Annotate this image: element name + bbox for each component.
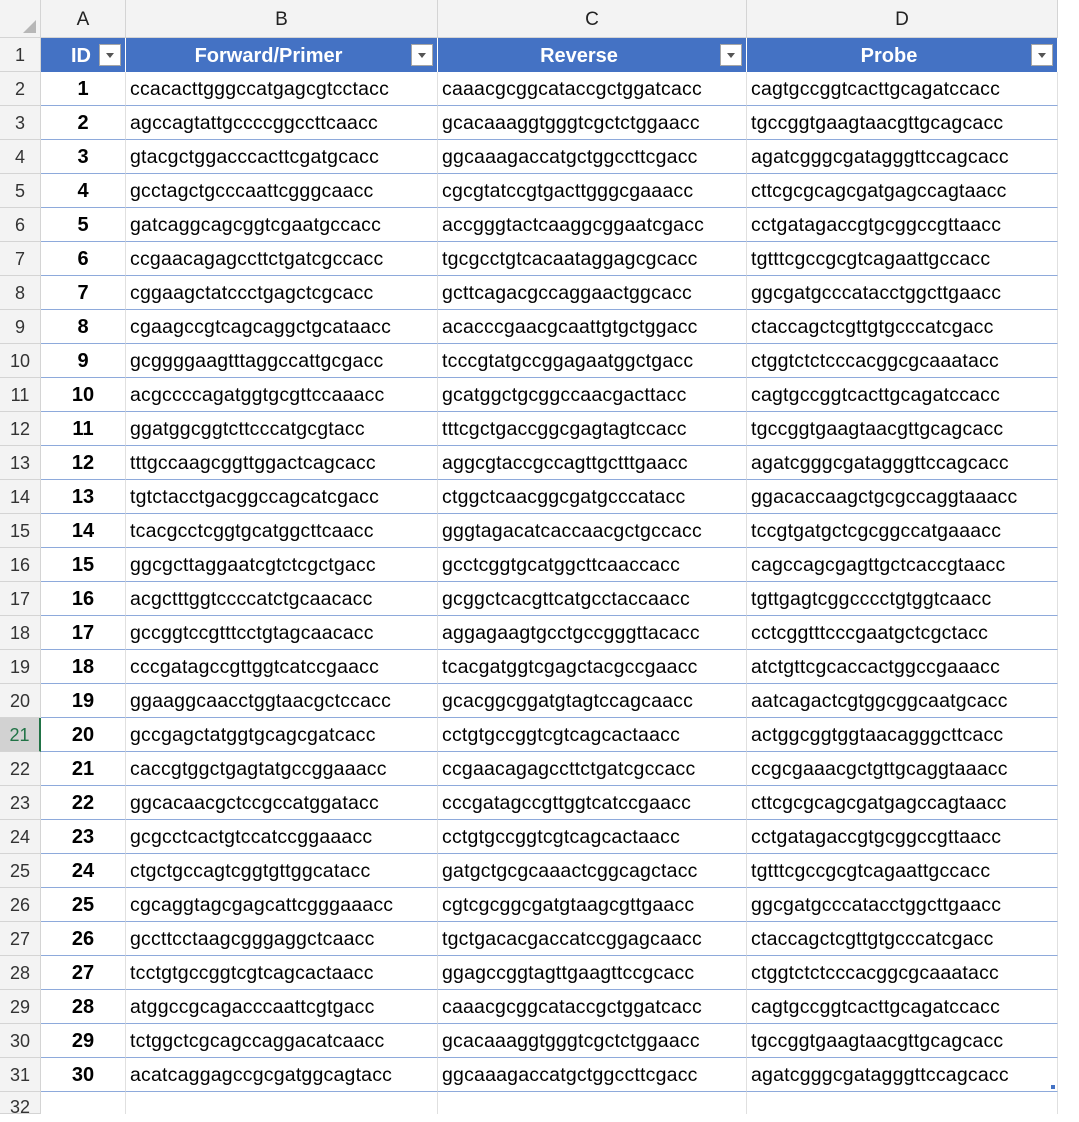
row-header[interactable]: 25 (0, 854, 41, 888)
row-header[interactable]: 11 (0, 378, 41, 412)
id-cell[interactable]: 13 (41, 480, 126, 514)
id-cell[interactable]: 15 (41, 548, 126, 582)
empty-cell[interactable] (126, 1092, 438, 1114)
forward-primer-cell[interactable]: ctgctgccagtcggtgttggcatacc (126, 854, 438, 888)
row-header[interactable]: 31 (0, 1058, 41, 1092)
probe-cell[interactable]: tgtttcgccgcgtcagaattgccacc (747, 854, 1058, 888)
row-header[interactable]: 10 (0, 344, 41, 378)
probe-cell[interactable]: agatcgggcgatagggttccagcacc (747, 140, 1058, 174)
forward-primer-cell[interactable]: ccgaacagagccttctgatcgccacc (126, 242, 438, 276)
forward-primer-cell[interactable]: tttgccaagcggttggactcagcacc (126, 446, 438, 480)
reverse-cell[interactable]: gcctcggtgcatggcttcaaccacc (438, 548, 747, 582)
filter-dropdown-icon[interactable] (720, 44, 742, 66)
id-cell[interactable]: 30 (41, 1058, 126, 1092)
table-header-label: Forward/Primer (194, 45, 343, 67)
probe-cell[interactable]: cctgatagaccgtgcggccgttaacc (747, 820, 1058, 854)
table-header-id[interactable] (41, 38, 126, 72)
reverse-cell[interactable]: gatgctgcgcaaactcggcagctacc (438, 854, 747, 888)
forward-primer-cell[interactable]: gcctagctgcccaattcgggcaacc (126, 174, 438, 208)
id-cell[interactable]: 24 (41, 854, 126, 888)
column-header-a[interactable]: A (41, 0, 126, 38)
row-header[interactable]: 22 (0, 752, 41, 786)
reverse-cell[interactable]: gcacaaaggtgggtcgctctggaacc (438, 106, 747, 140)
reverse-cell[interactable]: aggagaagtgcctgccgggttacacc (438, 616, 747, 650)
forward-primer-cell[interactable]: acgctttggtccccatctgcaacacc (126, 582, 438, 616)
empty-cell[interactable] (438, 1092, 747, 1114)
forward-primer-cell[interactable]: atggccgcagacccaattcgtgacc (126, 990, 438, 1024)
reverse-cell[interactable]: cgtcgcggcgatgtaagcgttgaacc (438, 888, 747, 922)
forward-primer-cell[interactable]: cccgatagccgttggtcatccgaacc (126, 650, 438, 684)
reverse-cell[interactable]: ggagccggtagttgaagttccgcacc (438, 956, 747, 990)
id-cell[interactable]: 5 (41, 208, 126, 242)
forward-primer-cell[interactable]: gcggggaagtttaggccattgcgacc (126, 344, 438, 378)
probe-cell[interactable]: cagtgccggtcacttgcagatccacc (747, 378, 1058, 412)
row-header[interactable]: 20 (0, 684, 41, 718)
probe-cell[interactable]: cagtgccggtcacttgcagatccacc (747, 990, 1058, 1024)
select-all-icon (23, 20, 36, 33)
reverse-cell[interactable]: caaacgcggcataccgctggatcacc (438, 990, 747, 1024)
table-header-forward-primer[interactable] (126, 38, 438, 72)
probe-cell[interactable]: ctggtctctcccacggcgcaaatacc (747, 956, 1058, 990)
reverse-cell[interactable]: cccgatagccgttggtcatccgaacc (438, 786, 747, 820)
row-header[interactable]: 14 (0, 480, 41, 514)
row-header[interactable]: 5 (0, 174, 41, 208)
reverse-cell[interactable]: cgcgtatccgtgacttgggcgaaacc (438, 174, 747, 208)
reverse-cell[interactable]: gggtagacatcaccaacgctgccacc (438, 514, 747, 548)
probe-cell[interactable]: tgccggtgaagtaacgttgcagcacc (747, 1024, 1058, 1058)
forward-primer-cell[interactable]: agccagtattgccccggccttcaacc (126, 106, 438, 140)
row-header[interactable]: 28 (0, 956, 41, 990)
probe-cell[interactable]: tgttgagtcggcccctgtggtcaacc (747, 582, 1058, 616)
reverse-cell[interactable]: gcttcagacgccaggaactggcacc (438, 276, 747, 310)
table-header-label: Reverse (540, 45, 618, 67)
reverse-cell[interactable]: tttcgctgaccggcgagtagtccacc (438, 412, 747, 446)
id-cell[interactable]: 12 (41, 446, 126, 480)
row-header[interactable]: 8 (0, 276, 41, 310)
id-cell[interactable]: 28 (41, 990, 126, 1024)
reverse-cell[interactable]: tcacgatggtcgagctacgccgaacc (438, 650, 747, 684)
row-header[interactable]: 23 (0, 786, 41, 820)
id-cell[interactable]: 23 (41, 820, 126, 854)
table-header-label: ID (71, 45, 91, 67)
forward-primer-cell[interactable]: cgaagccgtcagcaggctgcataacc (126, 310, 438, 344)
row-header[interactable]: 21 (0, 718, 41, 752)
column-header-c[interactable]: C (438, 0, 747, 38)
forward-primer-cell[interactable]: ccacacttgggccatgagcgtcctacc (126, 72, 438, 106)
select-all-corner[interactable] (0, 0, 41, 38)
id-cell[interactable]: 14 (41, 514, 126, 548)
row-header[interactable]: 19 (0, 650, 41, 684)
id-cell[interactable]: 10 (41, 378, 126, 412)
row-header[interactable]: 32 (0, 1092, 41, 1114)
forward-primer-cell[interactable]: ggcgcttaggaatcgtctcgctgacc (126, 548, 438, 582)
id-cell[interactable]: 1 (41, 72, 126, 106)
row-header[interactable]: 13 (0, 446, 41, 480)
id-cell[interactable]: 17 (41, 616, 126, 650)
id-cell[interactable]: 29 (41, 1024, 126, 1058)
forward-primer-cell[interactable]: acgccccagatggtgcgttccaaacc (126, 378, 438, 412)
forward-primer-cell[interactable]: gatcaggcagcggtcgaatgccacc (126, 208, 438, 242)
row-header[interactable]: 2 (0, 72, 41, 106)
column-header-b[interactable]: B (126, 0, 438, 38)
row-header[interactable]: 26 (0, 888, 41, 922)
id-cell[interactable]: 9 (41, 344, 126, 378)
row-header[interactable]: 12 (0, 412, 41, 446)
id-cell[interactable]: 19 (41, 684, 126, 718)
forward-primer-cell[interactable]: ggaaggcaacctggtaacgctccacc (126, 684, 438, 718)
forward-primer-cell[interactable]: gtacgctggacccacttcgatgcacc (126, 140, 438, 174)
table-header-probe[interactable] (747, 38, 1058, 72)
id-cell[interactable]: 4 (41, 174, 126, 208)
probe-cell[interactable]: cctcggtttcccgaatgctcgctacc (747, 616, 1058, 650)
row-header[interactable]: 17 (0, 582, 41, 616)
probe-cell[interactable]: ggcgatgcccatacctggcttgaacc (747, 888, 1058, 922)
reverse-cell[interactable]: cctgtgccggtcgtcagcactaacc (438, 718, 747, 752)
id-cell[interactable]: 22 (41, 786, 126, 820)
reverse-cell[interactable]: acacccgaacgcaattgtgctggacc (438, 310, 747, 344)
probe-cell[interactable]: tccgtgatgctcgcggccatgaaacc (747, 514, 1058, 548)
probe-cell[interactable]: ggacaccaagctgcgccaggtaaacc (747, 480, 1058, 514)
probe-cell[interactable]: cagccagcgagttgctcaccgtaacc (747, 548, 1058, 582)
row-header[interactable]: 27 (0, 922, 41, 956)
forward-primer-cell[interactable]: tctggctcgcagccaggacatcaacc (126, 1024, 438, 1058)
probe-cell[interactable]: ctggtctctcccacggcgcaaatacc (747, 344, 1058, 378)
row-header[interactable]: 7 (0, 242, 41, 276)
reverse-cell[interactable]: ggcaaagaccatgctggccttcgacc (438, 1058, 747, 1092)
row-header[interactable]: 4 (0, 140, 41, 174)
table-header-label: Probe (860, 45, 918, 67)
id-cell[interactable]: 11 (41, 412, 126, 446)
reverse-cell[interactable]: accgggtactcaaggcggaatcgacc (438, 208, 747, 242)
reverse-cell[interactable]: ccgaacagagccttctgatcgccacc (438, 752, 747, 786)
probe-cell[interactable]: ctaccagctcgttgtgcccatcgacc (747, 922, 1058, 956)
filter-dropdown-icon[interactable] (99, 44, 121, 66)
id-cell[interactable]: 3 (41, 140, 126, 174)
id-cell[interactable]: 6 (41, 242, 126, 276)
forward-primer-cell[interactable]: tcctgtgccggtcgtcagcactaacc (126, 956, 438, 990)
forward-primer-cell[interactable]: gcgcctcactgtccatccggaaacc (126, 820, 438, 854)
forward-primer-cell[interactable]: ggatggcggtcttcccatgcgtacc (126, 412, 438, 446)
forward-primer-cell[interactable]: gccgagctatggtgcagcgatcacc (126, 718, 438, 752)
probe-cell[interactable]: ccgcgaaacgctgttgcaggtaaacc (747, 752, 1058, 786)
row-header[interactable]: 24 (0, 820, 41, 854)
row-header[interactable]: 3 (0, 106, 41, 140)
id-cell[interactable]: 27 (41, 956, 126, 990)
reverse-cell[interactable]: gcggctcacgttcatgcctaccaacc (438, 582, 747, 616)
reverse-cell[interactable]: tcccgtatgccggagaatggctgacc (438, 344, 747, 378)
reverse-cell[interactable]: gcacaaaggtgggtcgctctggaacc (438, 1024, 747, 1058)
probe-cell[interactable]: aatcagactcgtggcggcaatgcacc (747, 684, 1058, 718)
row-header[interactable]: 29 (0, 990, 41, 1024)
reverse-cell[interactable]: caaacgcggcataccgctggatcacc (438, 72, 747, 106)
table-header-reverse[interactable] (438, 38, 747, 72)
row-header[interactable]: 16 (0, 548, 41, 582)
forward-primer-cell[interactable]: cgcaggtagcgagcattcgggaaacc (126, 888, 438, 922)
probe-cell[interactable]: cagtgccggtcacttgcagatccacc (747, 72, 1058, 106)
reverse-cell[interactable]: ctggctcaacggcgatgcccatacc (438, 480, 747, 514)
sheet-gutter (1058, 0, 1079, 1114)
id-cell[interactable]: 25 (41, 888, 126, 922)
id-cell[interactable]: 20 (41, 718, 126, 752)
probe-cell[interactable]: tgccggtgaagtaacgttgcagcacc (747, 106, 1058, 140)
empty-cell[interactable] (41, 1092, 126, 1114)
id-cell[interactable]: 16 (41, 582, 126, 616)
row-header[interactable]: 9 (0, 310, 41, 344)
id-cell[interactable]: 8 (41, 310, 126, 344)
column-header-d[interactable]: D (747, 0, 1058, 38)
reverse-cell[interactable]: tgcgcctgtcacaataggagcgcacc (438, 242, 747, 276)
filter-dropdown-icon[interactable] (411, 44, 433, 66)
reverse-cell[interactable]: gcatggctgcggccaacgacttacc (438, 378, 747, 412)
forward-primer-cell[interactable]: gccggtccgtttcctgtagcaacacc (126, 616, 438, 650)
id-cell[interactable]: 2 (41, 106, 126, 140)
forward-primer-cell[interactable]: cggaagctatccctgagctcgcacc (126, 276, 438, 310)
reverse-cell[interactable]: cctgtgccggtcgtcagcactaacc (438, 820, 747, 854)
forward-primer-cell[interactable]: acatcaggagccgcgatggcagtacc (126, 1058, 438, 1092)
probe-cell[interactable]: ctaccagctcgttgtgcccatcgacc (747, 310, 1058, 344)
id-cell[interactable]: 26 (41, 922, 126, 956)
probe-cell[interactable]: cttcgcgcagcgatgagccagtaacc (747, 786, 1058, 820)
id-cell[interactable]: 7 (41, 276, 126, 310)
probe-cell[interactable]: agatcgggcgatagggttccagcacc (747, 446, 1058, 480)
probe-cell[interactable]: cttcgcgcagcgatgagccagtaacc (747, 174, 1058, 208)
row-header[interactable]: 18 (0, 616, 41, 650)
probe-cell[interactable]: agatcgggcgatagggttccagcacc (747, 1058, 1058, 1092)
probe-cell[interactable]: atctgttcgcaccactggccgaaacc (747, 650, 1058, 684)
forward-primer-cell[interactable]: ggcacaacgctccgccatggatacc (126, 786, 438, 820)
id-cell[interactable]: 21 (41, 752, 126, 786)
probe-cell[interactable]: tgccggtgaagtaacgttgcagcacc (747, 412, 1058, 446)
filter-dropdown-icon[interactable] (1031, 44, 1053, 66)
forward-primer-cell[interactable]: caccgtggctgagtatgccggaaacc (126, 752, 438, 786)
probe-cell[interactable]: tgtttcgccgcgtcagaattgccacc (747, 242, 1058, 276)
reverse-cell[interactable]: tgctgacacgaccatccggagcaacc (438, 922, 747, 956)
reverse-cell[interactable]: aggcgtaccgccagttgctttgaacc (438, 446, 747, 480)
probe-cell[interactable]: cctgatagaccgtgcggccgttaacc (747, 208, 1058, 242)
empty-cell[interactable] (747, 1092, 1058, 1114)
row-header[interactable]: 30 (0, 1024, 41, 1058)
row-header[interactable]: 15 (0, 514, 41, 548)
forward-primer-cell[interactable]: gccttcctaagcgggaggctcaacc (126, 922, 438, 956)
probe-cell[interactable]: ggcgatgcccatacctggcttgaacc (747, 276, 1058, 310)
row-header[interactable]: 1 (0, 38, 41, 72)
probe-cell[interactable]: actggcggtggtaacagggcttcacc (747, 718, 1058, 752)
reverse-cell[interactable]: ggcaaagaccatgctggccttcgacc (438, 140, 747, 174)
reverse-cell[interactable]: gcacggcggatgtagtccagcaacc (438, 684, 747, 718)
forward-primer-cell[interactable]: tcacgcctcggtgcatggcttcaacc (126, 514, 438, 548)
row-header[interactable]: 6 (0, 208, 41, 242)
forward-primer-cell[interactable]: tgtctacctgacggccagcatcgacc (126, 480, 438, 514)
id-cell[interactable]: 18 (41, 650, 126, 684)
fill-handle[interactable] (1050, 1084, 1056, 1090)
